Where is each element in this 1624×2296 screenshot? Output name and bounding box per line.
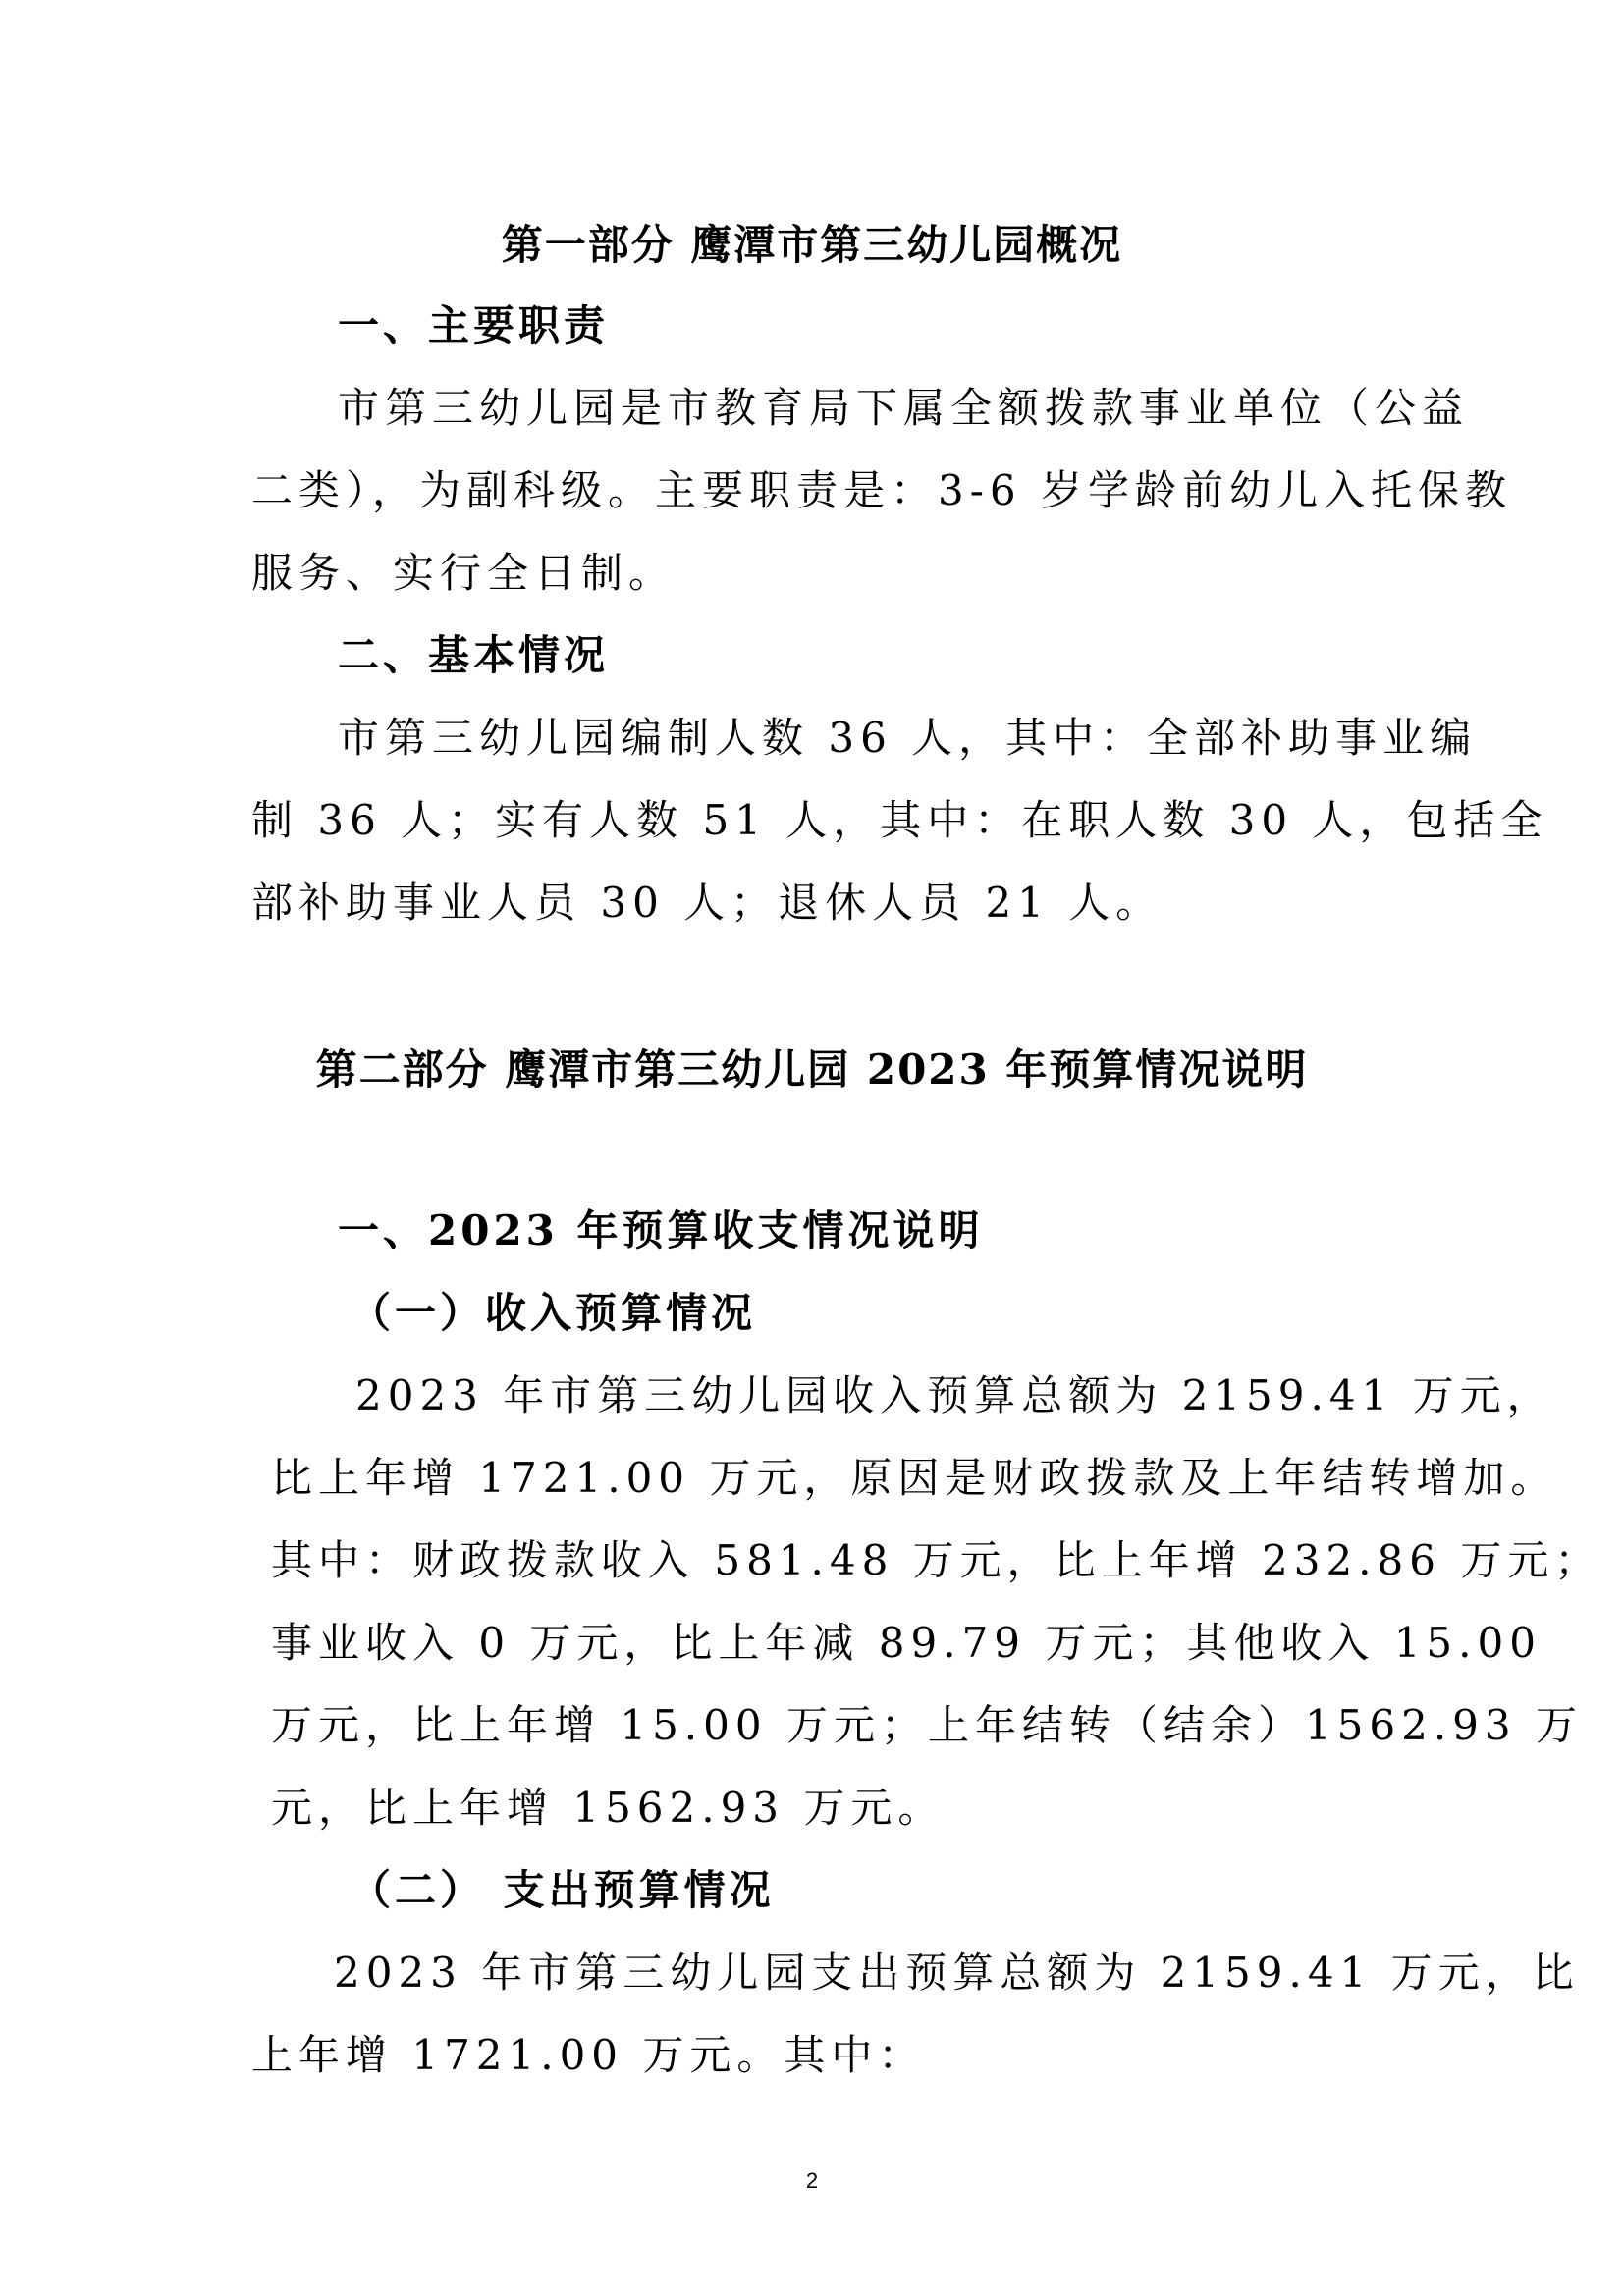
paragraph-line: 事业收入 0 万元，比上年减 89.79 万元；其他收入 15.00	[271, 1619, 1542, 1667]
page-number: 2	[805, 2168, 819, 2193]
paragraph-line: 元，比上年增 1562.93 万元。	[271, 1784, 946, 1832]
section-heading-basic-info: 二、基本情况	[338, 631, 610, 679]
section-heading-responsibilities: 一、主要职责	[338, 301, 610, 349]
paragraph-line: 比上年增 1721.00 万元，原因是财政拨款及上年结转增加。	[271, 1454, 1558, 1502]
paragraph-line: 市第三幼儿园编制人数 36 人，其中：全部补助事业编	[338, 714, 1478, 762]
subsection-heading-expense: （二） 支出预算情况	[350, 1866, 775, 1914]
paragraph-line: 市第三幼儿园是市教育局下属全额拨款事业单位（公益	[338, 384, 1470, 432]
paragraph-line: 其中：财政拨款收入 581.48 万元，比上年增 232.86 万元；	[271, 1536, 1602, 1584]
paragraph-line: 二类），为副科级。主要职责是：3-6 岁学龄前幼儿入托保教	[251, 466, 1512, 514]
paragraph-line: 制 36 人；实有人数 51 人，其中：在职人数 30 人，包括全	[251, 796, 1548, 844]
paragraph-line: 2023 年市第三幼儿园收入预算总额为 2159.41 万元，	[355, 1371, 1554, 1419]
paragraph-line: 上年增 1721.00 万元。其中：	[251, 2031, 926, 2079]
paragraph-line: 万元，比上年增 15.00 万元；上年结转（结余）1562.93 万	[271, 1701, 1583, 1749]
section-heading-budget-overview: 一、2023 年预算收支情况说明	[338, 1206, 984, 1255]
paragraph-line: 服务、实行全日制。	[251, 549, 677, 597]
paragraph-line: 2023 年市第三幼儿园支出预算总额为 2159.41 万元，比	[334, 1949, 1580, 1997]
part2-title: 第二部分 鹰潭市第三幼儿园 2023 年预算情况说明	[315, 1045, 1309, 1094]
paragraph-line: 部补助事业人员 30 人；退休人员 21 人。	[251, 879, 1164, 927]
subsection-heading-income: （一）收入预算情况	[350, 1289, 757, 1337]
part1-title: 第一部分 鹰潭市第三幼儿园概况	[501, 221, 1123, 269]
